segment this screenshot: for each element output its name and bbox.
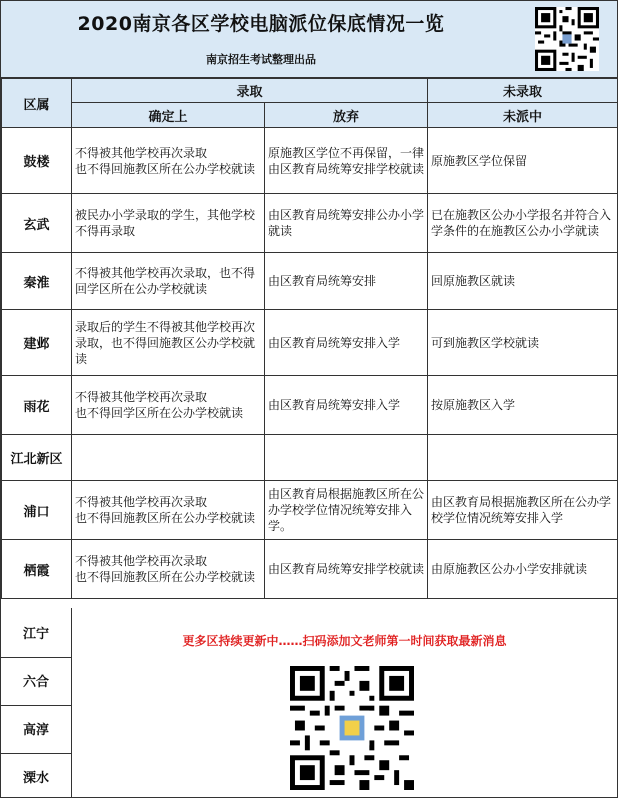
header-abandon: 放弃: [265, 103, 428, 128]
header-confirmed: 确定上: [72, 103, 265, 128]
cell-abandon: 由区教育局统筹安排入学: [265, 310, 428, 376]
cell-confirmed: [72, 435, 265, 481]
table-row: [2, 128, 618, 194]
header-admitted: 录取: [72, 79, 428, 103]
cell-abandon: 原施教区学位不再保留，一律由区教育局统筹安排学校就读: [265, 128, 428, 194]
cell-confirmed: 被民办小学录取的学生，其他学校不得再录取: [72, 194, 265, 253]
cell-not-assigned: 回原施教区就读: [428, 253, 618, 310]
table-row: [2, 540, 618, 599]
cell-abandon: 由区教育局根据施教区所在公办学校学位情况统筹安排入学。: [265, 481, 428, 540]
header: [1, 1, 617, 78]
cell-not-assigned: 由原施教区公办小学安排就读: [428, 540, 618, 599]
divider: [1, 753, 71, 754]
cell-abandon: 由区教育局统筹安排学校就读: [265, 540, 428, 599]
table-row: [2, 376, 618, 435]
cell-not-assigned: [428, 435, 618, 481]
cell-confirmed: 不得被其他学校再次录取 也不得回施教区所在公办学校就读: [72, 128, 265, 194]
update-notice: 更多区持续更新中……扫码添加文老师第一时间获取最新消息: [182, 634, 507, 648]
district-name: 玄武: [2, 194, 72, 253]
divider: [1, 705, 71, 706]
header-not-admitted: 未录取: [428, 79, 618, 103]
header-not-assigned: 未派中: [428, 103, 618, 128]
cell-abandon: 由区教育局统筹安排入学: [265, 376, 428, 435]
divider: [1, 657, 71, 658]
policy-table: [1, 78, 618, 599]
cell-confirmed: 录取后的学生不得被其他学校再次录取，也不得回施教区公办学校就读: [72, 310, 265, 376]
cell-abandon: [265, 435, 428, 481]
cell-confirmed: 不得被其他学校再次录取，也不得回学区所在公办学校就读: [72, 253, 265, 310]
page-title: 2020南京各区学校电脑派位保底情况一览: [77, 13, 445, 35]
district-name: 鼓楼: [2, 128, 72, 194]
footer-area: [71, 608, 617, 797]
table-row: [2, 194, 618, 253]
district-jiangning: 江宁: [22, 627, 49, 642]
cell-abandon: 由区教育局统筹安排: [265, 253, 428, 310]
header-district: 区属: [2, 79, 72, 128]
district-name: 雨花: [2, 376, 72, 435]
cell-not-assigned: 已在施教区公办小学报名并符合入学条件的在施教区公办小学就读: [428, 194, 618, 253]
district-name: 浦口: [2, 481, 72, 540]
cell-confirmed: 不得被其他学校再次录取 也不得回学区所在公办学校就读: [72, 376, 265, 435]
cell-not-assigned: 原施教区学位保留: [428, 128, 618, 194]
table-row: [2, 481, 618, 540]
table-row: [2, 435, 618, 481]
district-lishui: 溧水: [22, 771, 49, 786]
cell-not-assigned: 可到施教区学校就读: [428, 310, 618, 376]
cell-not-assigned: 按原施教区入学: [428, 376, 618, 435]
district-name: 江北新区: [2, 435, 72, 481]
cell-not-assigned: 由区教育局根据施教区所在公办学校学位情况统筹安排入学: [428, 481, 618, 540]
cell-confirmed: 不得被其他学校再次录取 也不得回施教区所在公办学校就读: [72, 540, 265, 599]
district-gaochun: 高淳: [22, 723, 49, 738]
table-row: [2, 253, 618, 310]
district-name: 秦淮: [2, 253, 72, 310]
table-row: [2, 310, 618, 376]
cell-abandon: 由区教育局统筹安排公办小学就读: [265, 194, 428, 253]
district-liuhe: 六合: [22, 675, 49, 690]
qr-code-icon: [290, 666, 414, 790]
district-name: 栖霞: [2, 540, 72, 599]
page-subtitle: 南京招生考试整理出品: [206, 53, 316, 66]
cell-confirmed: 不得被其他学校再次录取 也不得回施教区所在公办学校就读: [72, 481, 265, 540]
qr-code-icon: [535, 7, 599, 71]
district-name: 建邺: [2, 310, 72, 376]
